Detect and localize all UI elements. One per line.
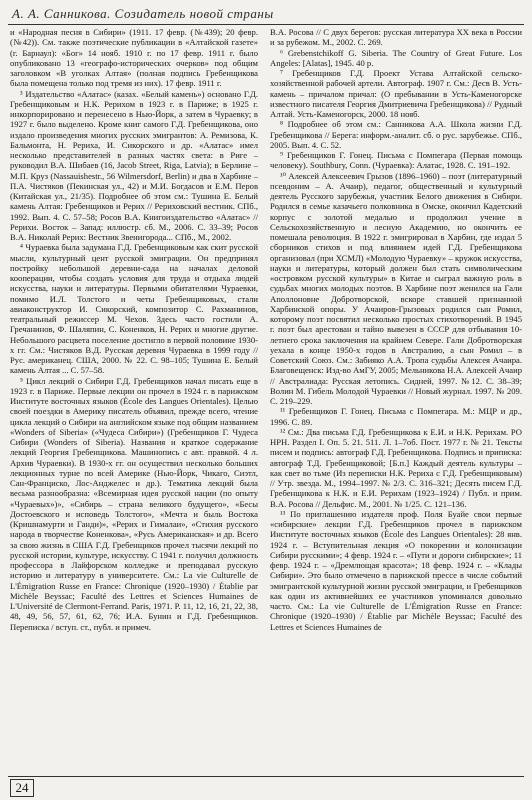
footnote-paragraph: ⁹ Гребенщиков Г. Гонец. Письма с Помпегара (Первая помощь человеку). Southbury, Conn. (Чураевка): Алатас, 1928. С. 191–192.: [270, 150, 522, 171]
footnote-paragraph: ⁷ Гребенщиков Г.Д. Проект Устава Алтайской сельско-хозяйственной рабочей артели. Автограф. 1907 г. См.: Десв В. Усть-камень – причалом причал: (О пребывании в Усть-Каменогорске известного писателя Георгия Дмитриевича Гребенщикова) // Рудный Алтай. Усть-Каменогорск, 2000. 18 нояб.: [270, 68, 522, 119]
footnote-paragraph: В.А. Росова // С двух берегов: русская литература XX века в России и за рубежом. М., 2002. С. 269.: [270, 27, 522, 48]
footnote-paragraph: ⁴ Чураевка была задумана Г.Д. Гребенщиковым как скит русской мысли, культурный цент русской эмиграции. Он предпринял постройку небольшой деревни-сада на началах деловой кооперации, чтобы создать условия для труда и отдыха людей искусства, науки и литературы. Первыми обитателями Чураевки, помимо И.Л. Толстого и четы Гребенщиковых, стали авиаконструктор И. Сикорский, композитор С. Рахманинов, театральный режиссер М. Чехов. Здесь часто гостили А. Гречанинов, Ф. Шаляпин, С. Коненков, Н. Рерих и многие другие. Небольшого расцвета поселение достигло в первой половине 1930-х гг. См.: Чистяков В.Д. Русская деревня Чураевка в 1999 году // Рус. американец. США, 2000. № 22. С. 98–105; Тушина Е. Белый камень Алтая ... С. 57–58.: [10, 242, 258, 376]
footnote-paragraph: ¹³ По приглашению издателя проф. Поля Буайе свои первые «сибирские» лекции Г.Д. Гребенщиков прочел в парижском Институте восточных языков (École des Langues Orientales): 28 янв. 1924 г. – Вступительная лекция «О покорении и колонизации Сибири русскими»; 4 февр. 1924 г. – «Пути и дороги сибирские»; 11 февр. 1924 г. – «Дремлющая красота»; 18 февр. 1924 г. – «Клады Сибири». Это было отмечено в парижской прессе в числе событий эмигрантской культурной жизни русской эмиграции, и Гребенщиков как один из активнейших ее участников упоминался довольно часто. См.: La vie Culturelle de L'Émigration Russe en France: Chronique (1920–1930) / Établie par Michèle Beyssac; Faculté des Lettres et Sciences Humaines de: [270, 508, 522, 632]
footnote-paragraph: ¹² См.: Два письма Г.Д. Гребенщикова к Е.И. и Н.К. Рерихам. РО НРН. Раздел I. Оп. 5. 21. 511. Л. 1–7об. Пост. 1977 г. № 21. Тексты писем и подпись: автограф Г.Д. Гребенщикова. Подпись и приписка: автограф Т.Д. Гребенщиковой; [Б.п.] Каждый деятель культуры – как свет во тьме (Из переписки Н.К. Рериха с Г.Д. Гребенщиковым) // Утр. звезда. М., 1994–1997. № 2/3. С. 316–321; Десять писем Г.Д. Гребенщикова к Н.К. и Е.И. Рерихам (1923–1924) / Публ. и прим. В.А. Росова // Дельфис. М., 2001. № 1/25. С. 121–136.: [270, 426, 522, 509]
running-header: А. А. Санникова. Созидатель новой страны: [12, 6, 274, 21]
footnote-paragraph: ³ Издательство «Алатас» (казах. «Белый камень») основано Г.Д. Гребенщиковым и Н.К. Рерихом в 1923 г. в Париже; в 1925 г. инкорпорировано и перенесено в Нью-Йорк, а затем в Чураевку; в 1927 г. было выделено. Кроме книг самого Г.Д. Гребенщикова, оно издало произведения многих русских эмигрантов: А. Ремизова, К. Бальмонта, Н. Рериха, И. Сикорского и др. «Алатас» имел несколько представителей в разных частях света: в Риге – руководил В.А. Шибаев (16, Jacob Street, Riga, Latvia); в Берлине – М.П. Круз (Nassauishestr., 56 Wilmersdorf, Berlin) и два в Харбине – П.А. Чистяков (Пекинская ул., 42) и М.И. Богдасов и Е.М. Перов (Китайская ул., 21/35). Подробнее об этом см.: Тушина Е. Белый камень Алтая: Гребенщиков и Рерих // Рериховский вестник. СПб., 1992. Вып. 4. С. 57–58; Росов В.А. Книгоиздательство «Алатас» // Рерихи. Восток – Запад: иллюстр. сб. М., 2006. С. 33–39; Росов В.А. Николай Рерих: Вестник Звенигорода... СПб., М., 2002.: [10, 88, 258, 242]
right-column: [270, 27, 522, 771]
footnote-paragraph: и «Народная песня в Сибири» (1911. 17 февр. (№439); 20 февр. (№42)). См. также поэтические публикации в «Алтайской газете» (г. Барнаул): «Бог» 14 нояб. 1910 г. по 17 февр. 1911 г. было опубликовано 13 «географо-исторических очерков» под общим заголовком «В уголках Алтая» (полная подпись Гребенщикова была помещена только под тремя из них). 17 февр. 1911 г.: [10, 27, 258, 89]
page-number: 24: [10, 779, 34, 797]
header-rule: [8, 24, 524, 25]
footnote-paragraph: ¹¹ Гребенщиков Г. Гонец. Письма с Помпегара. М.: МЦР и др., 1996. С. 89.: [270, 406, 522, 427]
footnote-paragraph: ⁶ Grebenstchikoff G. Siberia. The Country of Great Future. Los Angeles: [Alatas], 1945. 40 p.: [270, 47, 522, 68]
footnote-paragraph: ¹⁰ Алексей Алексеевич Грызов (1896–1960) – поэт (литературный псевдоним – А. Ачаир), педагог, общественный и культурный деятель Русского зарубежья, участник Белого движения в Сибири. Родился в семье казачьего полковника в Омске, окончил Кадетский корпус с золотой медалью и продолжил учение в Сельскохозяйственную и лесную Академию, но окончить ее помешала революция. В 1922 г. эмигрировал в Харбин, где издал 5 сборников стихов и под влиянием идей Г.Д. Гребенщикова организовал (при ХСМЛ) «Молодую Чураевку» – кружок искусства, науки и литературы, который должен был стать символическим «островком русской культуры» в Китае и сыграл важную роль в судьбах многих молодых поэтов. В Харбине поэт женился на Гали Аполлоновне Добротворской, вскоре ставшей признанной Харбинской опоры. У Ачаиров-Грызовых родился сын Ромил, которому поэт посвятил несколько простых стихотворений. В 1945 г. поэт был арестован и тайно вывезен в СССР для отбывания 10-летнего срока заключения на крайнем Севере. Гали Добротворская уехала в конце 1950-х годов в Австралию, а сын Ромил – в Советский Союз. См.: Забияко А.А. Тропа судьбы Алексея Ачаира. Благовещенск: Изд-во АмГУ, 2005; Мельникова Н.А. Алексей Ачаир // Австралиада: Русская летопись. Сидней, 1997. №12. С. 38–39; Волин М. Гибель Молодой Чураевки // Новый журнал. 1997. № 209. С. 219–229.: [270, 170, 522, 406]
footnote-paragraph: ⁵ Цикл лекций о Сибири Г.Д. Гребенщиков начал писать еще в 1923 г. в Париже. Первые лекции он прочел в 1924 г. в парижском Институте восточных языков (École des Langues Orientales). Целью своей поездки в Америку писатель объявил, прежде всего, чтение цикла лекций о Сибири на английском языке под общим названием «Wonders of Siberia» («Чудеса Сибири») (Гребенщиков Г. Чудеса Сибири (Wonders of Siberia). Названия и краткое содержание лекций Георгия Гребенщикова. Машинопись с авт. правкой. 4 л. Архив Чураевки). В 1930-х гг. он осуществил несколько больших лекционных турне по всей Америке (Нью-Йорк, Чикаго, Сиэтл, Сан-Франциско, Лос-Анджелес и др.). Тематика лекций была весьма разнообразна: «Всемирная идея русской нации (по опыту «Чураевых»)», «Сибирь – страна великого будущего», «Бесы Достоевского и исповедь Толстого», «Мечта и быль Востока (Кришнамурти и Ганди)», «Рерих и Гималаи», «Стихия русского народа в творчестве Коненкова», «Русь Американская» и др. Всего за свою жизнь в США Г.Д. Гребенщиков прочел тысячи лекций по русской истории, культуре, искусству. С 1941 г. получил должность профессора в Лайфорском колледже и преподавал русскую историю и литературу в университете. См.: La vie Culturelle de L'Émigration Russe en France: Chronique (1920–1930) / Établie par Michèle Beyssac; Faculté des Lettres et Sciences Humaines de L'Université de Clermont-Ferrand. Paris, 1971. P. 11, 12, 16, 21, 22, 38, 48, 49, 56, 57, 61, 62, 76; И.А. Бунин и Г.Д. Гребенщиков. Переписка / вступ. ст., публ. и примеч.: [10, 375, 258, 632]
left-column: [10, 27, 258, 771]
footer-rule: [8, 776, 524, 777]
footnote-paragraph: ⁸ Подробнее об этом см.: Санникова А.А. Школа жизни Г.Д. Гребенщикова // Берега: информ.-аналит. сб. о рус. зарубежье. СПб., 2005. Вып. 4. С. 52.: [270, 119, 522, 150]
